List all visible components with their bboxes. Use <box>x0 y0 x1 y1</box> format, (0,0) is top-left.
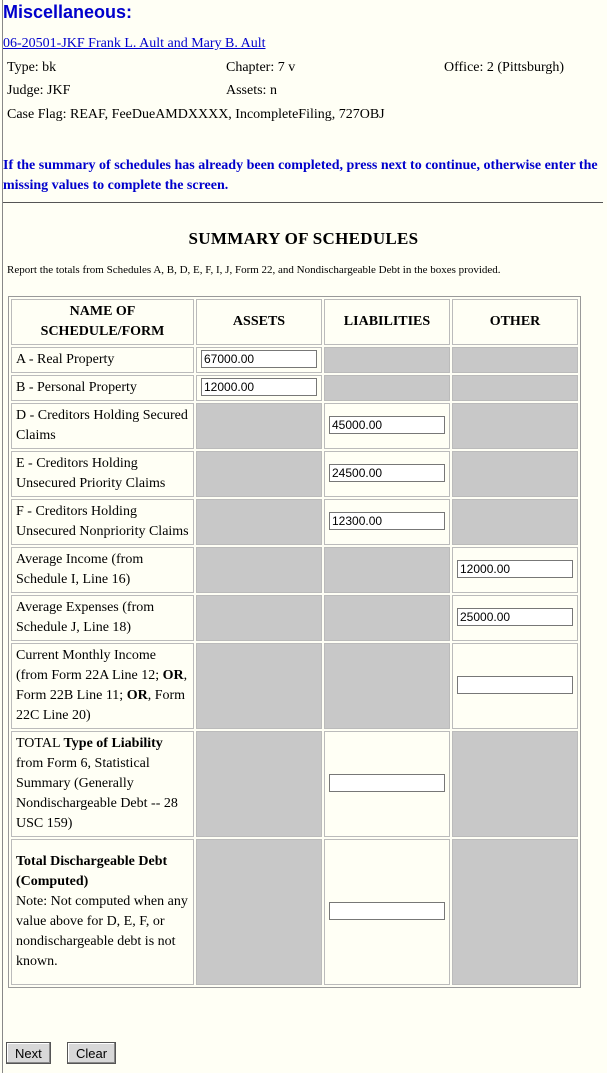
dischargeable-debt-input[interactable] <box>329 902 445 920</box>
case-type: Type: bk <box>7 60 57 75</box>
row-label: F - Creditors Holding Unsecured Nonpriority Claims <box>11 499 194 545</box>
real-property-assets-input[interactable] <box>201 350 317 368</box>
clear-button[interactable]: Clear <box>67 1042 116 1064</box>
row-label: E - Creditors Holding Unsecured Priority Claims <box>11 451 194 497</box>
page-title: SUMMARY OF SCHEDULES <box>188 229 419 248</box>
header-other: OTHER <box>452 299 578 345</box>
divider <box>3 202 603 203</box>
instruction-text: If the summary of schedules has already been completed, press next to continue, otherwise enter the missing values to complete the screen. <box>3 158 598 193</box>
average-income-other-input[interactable] <box>457 560 573 578</box>
current-monthly-income-input[interactable] <box>457 676 573 694</box>
table-row <box>11 643 578 729</box>
header-liabilities: LIABILITIES <box>324 299 450 345</box>
priority-claims-liabilities-input[interactable] <box>329 464 445 482</box>
case-flags: Case Flag: REAF, FeeDueAMDXXXX, IncompleteFiling, 727OBJ <box>7 107 385 122</box>
header-name: NAME OF SCHEDULE/FORM <box>11 299 194 345</box>
secured-claims-liabilities-input[interactable] <box>329 416 445 434</box>
case-chapter: Chapter: 7 v <box>226 60 296 75</box>
case-link[interactable]: 06-20501-JKF Frank L. Ault and Mary B. Ault <box>3 36 266 51</box>
row-label: Average Expenses (from Schedule J, Line 18) <box>11 595 194 641</box>
row-label: D - Creditors Holding Secured Claims <box>11 403 194 449</box>
table-row <box>11 499 578 545</box>
table-row <box>11 547 578 593</box>
table-row <box>11 347 578 373</box>
average-expenses-other-input[interactable] <box>457 608 573 626</box>
table-row <box>11 375 578 401</box>
instructions-subtitle: Report the totals from Schedules A, B, D, E, F, I, J, Form 22, and Nondischargeable Debt in the boxes provided. <box>7 264 501 276</box>
row-label: Average Income (from Schedule I, Line 16) <box>11 547 194 593</box>
row-label: A - Real Property <box>11 347 194 373</box>
row-label-total-dischargeable-debt: Total Dischargeable Debt (Computed) Note: Not computed when any value above for D, E, F, or nondischargeable debt is not known. <box>11 839 194 985</box>
row-label-current-monthly-income: Current Monthly Income (from Form 22A Line 12; OR, Form 22B Line 11; OR, Form 22C Line 20) <box>11 643 194 729</box>
page-heading: Miscellaneous: <box>3 2 133 22</box>
header-assets: ASSETS <box>196 299 322 345</box>
next-button[interactable]: Next <box>6 1042 51 1064</box>
row-label: B - Personal Property <box>11 375 194 401</box>
nonpriority-claims-liabilities-input[interactable] <box>329 512 445 530</box>
row-label-total-type-of-liability: TOTAL Type of Liability from Form 6, Statistical Summary (Generally Nondischargeable Debt -- 28 USC 159) <box>11 731 194 837</box>
table-row <box>11 731 578 837</box>
schedules-table <box>8 296 581 988</box>
personal-property-assets-input[interactable] <box>201 378 317 396</box>
table-row <box>11 595 578 641</box>
table-row <box>11 403 578 449</box>
case-assets: Assets: n <box>226 83 277 98</box>
case-office: Office: 2 (Pittsburgh) <box>444 60 565 75</box>
table-row <box>11 839 578 985</box>
case-judge: Judge: JKF <box>7 83 71 98</box>
nondischargeable-debt-input[interactable] <box>329 774 445 792</box>
table-row <box>11 451 578 497</box>
